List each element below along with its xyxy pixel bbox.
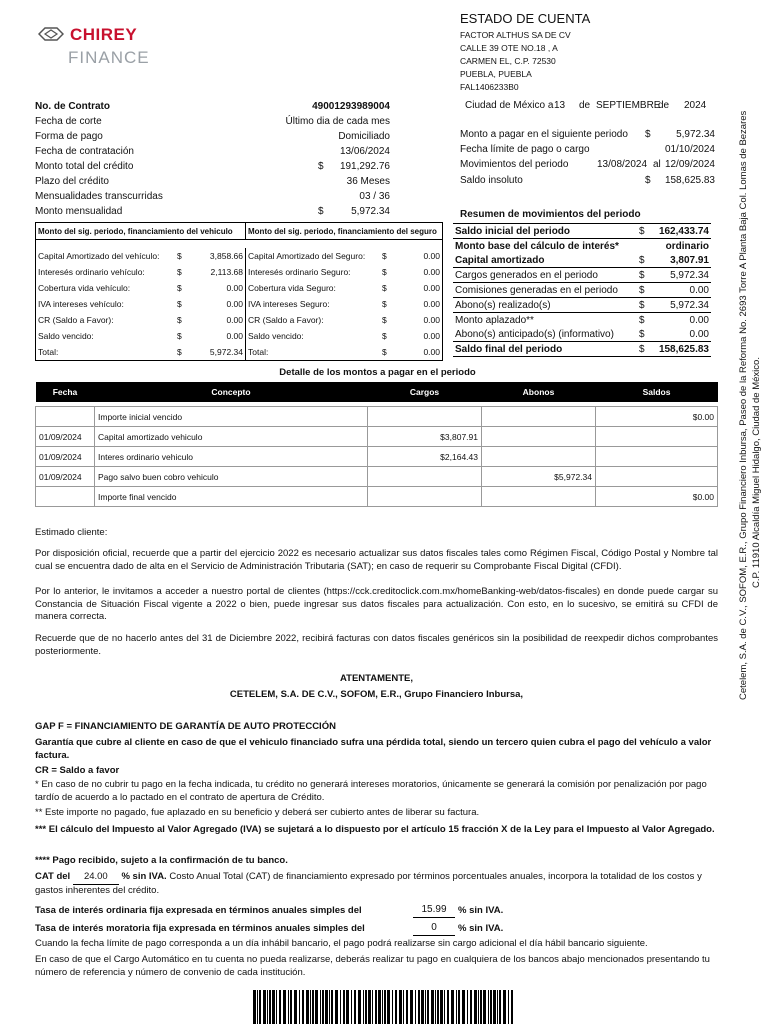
contract-value: 13/06/2024 — [339, 146, 390, 157]
table-row — [36, 487, 718, 507]
currency-sign: $ — [318, 206, 324, 217]
detail-balance: $0.00 — [596, 487, 718, 507]
vehicle-value: 3,858.66 — [191, 248, 246, 264]
currency-sign: $ — [639, 328, 645, 340]
grid-row — [36, 312, 443, 328]
currency-sign: $ — [177, 315, 182, 325]
payment-value: 01/10/2024 — [664, 144, 715, 155]
summary-value: 0.00 — [689, 284, 709, 296]
insurance-value: 0.00 — [423, 251, 440, 261]
date-de: de — [579, 100, 591, 111]
greeting: Estimado cliente: — [35, 527, 108, 538]
detail-date: 01/09/2024 — [36, 467, 95, 487]
vehicle-value: 0.00 — [191, 280, 246, 296]
summary-label: Abono(s) anticipado(s) (informativo) — [455, 328, 614, 340]
footnote: En caso de que el Cargo Automático en tu cuenta no pueda realizarse, deberás realizar tu pago en cualquiera de los bancos abajo mencionados presentando tu número de referencia y número de convenio de cada institución. — [35, 954, 710, 978]
footnote: *** El cálculo del Impuesto al Valor Agregado (IVA) se sujetará a lo dispuesto por el artículo 15 fracción X de la Ley para el Impuesto al Valor Agregado. — [35, 824, 715, 835]
detail-balance — [596, 447, 718, 467]
closing: ATENTAMENTE, — [339, 673, 413, 684]
summary-label: Monto aplazado** — [455, 314, 534, 326]
payment-label: Monto a pagar en el siguiente periodo — [460, 129, 628, 140]
contract-label: Plazo del crédito — [35, 176, 109, 187]
tasa-mor-value: 0 — [413, 921, 455, 936]
currency-sign: $ — [177, 347, 182, 357]
cat-value: 24.00 — [73, 871, 119, 885]
footnote: **** Pago recibido, sujeto a la confirmación de tu banco. — [35, 855, 288, 866]
detail-header: Fecha — [36, 382, 95, 402]
payment-label: Fecha límite de pago o cargo — [460, 144, 590, 155]
detail-credit — [482, 407, 596, 427]
insurance-label: Saldo vencido: — [248, 331, 304, 341]
summary-title: Resumen de movimientos del periodo — [460, 209, 641, 220]
detail-concept: Importe final vencido — [95, 487, 368, 507]
vehicle-insurance-table — [35, 222, 443, 361]
footnote: * En caso de no cubrir tu pago en la fecha indicada, tu crédito no generará intereses moratorios, únicamente se generará la comisión por penalización por pago tardío de acuerdo a lo pactado en el contrato de apertura de Crédito. — [35, 779, 707, 803]
table-row — [36, 427, 718, 447]
insurance-label: Cobertura vida Seguro: — [248, 283, 336, 293]
contract-label: Monto mensualidad — [35, 206, 123, 217]
sidebar-line: C.P. 11910 Alcaldía Miguel Hidalgo, Ciudad de México. — [751, 357, 762, 588]
detail-credit — [482, 487, 596, 507]
contract-label: Mensualidades transcurridas — [35, 191, 163, 202]
currency-sign: $ — [382, 299, 387, 309]
tasa-mor-suffix: % sin IVA. — [458, 923, 504, 934]
currency-sign: $ — [177, 251, 182, 261]
footnote: ** Este importe no pagado, fue aplazado en su beneficio y deberá ser cubierto antes de liberar su factura. — [35, 807, 480, 818]
period-from: 13/08/2024 — [597, 159, 648, 170]
grid-row — [36, 328, 443, 344]
cr-note: CR = Saldo a favor — [35, 765, 120, 776]
paragraph: Por lo anterior, le invitamos a acceder a nuestro portal de clientes (https://cck.creditoclick.com.mx/homeBanking-web/datos-fiscales) en donde puede cargar su Constancia de Situación Fiscal vigente a 2022 o bien, puede ingresar sus datos fiscales para actualización. Con esto, en lo sucesivo, se emitirá su CFDI de manera correcta. — [35, 586, 718, 622]
sidebar-address — [737, 110, 762, 720]
currency-sign: $ — [382, 347, 387, 357]
detail-header: Cargos — [368, 382, 482, 402]
currency-sign: $ — [639, 314, 645, 326]
table-row — [36, 447, 718, 467]
contract-value: 191,292.76 — [339, 161, 390, 172]
contract-value: Último dia de cada mes — [285, 116, 390, 127]
currency-sign: $ — [177, 299, 182, 309]
date-city-label: Ciudad de México a — [465, 100, 554, 111]
detail-charge — [368, 487, 482, 507]
summary-label: Capital amortizado — [455, 254, 545, 266]
vehicle-value: 2,113.68 — [191, 264, 246, 280]
paragraph: Por disposición oficial, recuerde que a partir del ejercicio 2022 es necesario actualizar sus datos fiscales tales como Régimen Fiscal, Código Postal y Nombre tal cual se encuentra dado de alta en el Servicio de Administración Tributaria (SAT); en caso de requerir su Comprobante Fiscal Digital (CFDI). — [35, 548, 718, 572]
brand-sub: FINANCE — [68, 48, 150, 67]
grid-row — [36, 264, 443, 280]
currency-sign: $ — [639, 299, 645, 311]
detail-date: 01/09/2024 — [36, 447, 95, 467]
detail-title: Detalle de los montos a pagar en el periodo — [279, 367, 476, 378]
insurance-value: 0.00 — [423, 299, 440, 309]
summary-label: Saldo final del periodo — [455, 343, 563, 355]
date-day: 13 — [554, 100, 566, 111]
currency-sign: $ — [382, 251, 387, 261]
vehicle-header: Monto del sig. periodo, financiamiento del vehiculo — [36, 223, 246, 240]
detail-concept: Pago salvo buen cobro vehiculo — [95, 467, 368, 487]
period-to: 12/09/2024 — [664, 159, 715, 170]
tasa-ord-label: Tasa de interés ordinaria fija expresada en términos anuales simples del — [35, 905, 362, 916]
vehicle-label: Capital Amortizado del vehículo: — [38, 251, 160, 261]
cat-label: CAT del — [35, 871, 71, 882]
date-de: de — [658, 100, 670, 111]
currency-sign: $ — [382, 315, 387, 325]
insurance-label: Total: — [248, 347, 269, 357]
header-line: PUEBLA, PUEBLA — [460, 69, 532, 79]
vehicle-total: 5,972.34 — [191, 344, 246, 361]
summary-value: 158,625.83 — [658, 343, 709, 355]
detail-balance: $0.00 — [596, 407, 718, 427]
header-line: FACTOR ALTHUS SA DE CV — [460, 30, 571, 40]
tasa-ord-suffix: % sin IVA. — [458, 905, 504, 916]
currency-sign: $ — [639, 284, 645, 296]
grid-row — [36, 296, 443, 312]
payment-label: Movimientos del periodo — [460, 159, 569, 170]
paragraph: Recuerde que de no hacerlo antes del 31 de Diciembre 2022, recibirá facturas con datos fiscales genéricos sin la posibilidad de reexpedir dichos comprobantes posteriormente. — [35, 633, 718, 657]
detail-header: Concepto — [95, 382, 368, 402]
cat-row — [35, 871, 718, 897]
currency-sign: $ — [645, 175, 651, 186]
contract-value: 36 Meses — [346, 176, 390, 187]
insurance-value: 0.00 — [423, 315, 440, 325]
currency-sign: $ — [177, 267, 182, 277]
table-row — [36, 407, 718, 427]
gap-title: GAP F = FINANCIAMIENTO DE GARANTÍA DE AUTO PROTECCIÓN — [35, 721, 336, 732]
insurance-label: CR (Saldo a Favor): — [248, 315, 324, 325]
detail-concept: Capital amortizado vehiculo — [95, 427, 368, 447]
vehicle-label: CR (Saldo a Favor): — [38, 315, 114, 325]
summary-value: 0.00 — [689, 314, 709, 326]
sidebar-line: Cetelem, S.A. de C.V., SOFOM, E.R., Grupo Financiero Inbursa, Paseo de la Reforma No. 2693 Torre A Planta Baja Col. Lomas de Bezares — [738, 110, 749, 700]
detail-credit — [482, 447, 596, 467]
table-row — [36, 467, 718, 487]
statement-title: ESTADO DE CUENTA — [460, 11, 591, 26]
vehicle-label: Saldo vencido: — [38, 331, 94, 341]
payment-value: 5,972.34 — [676, 129, 715, 140]
contract-label: Monto total del crédito — [35, 161, 134, 172]
contract-value: 03 / 36 — [359, 191, 390, 202]
detail-concept: Interes ordinario vehiculo — [95, 447, 368, 467]
vehicle-label: Cobertura vida vehículo: — [38, 283, 131, 293]
vehicle-value: 0.00 — [191, 312, 246, 328]
header-line: FAL1406233B0 — [460, 82, 519, 92]
currency-sign: $ — [639, 343, 645, 355]
grid-total-row — [36, 344, 443, 361]
tasa-ord-value: 15.99 — [413, 903, 455, 918]
summary-value: 3,807.91 — [670, 254, 709, 266]
detail-date — [36, 487, 95, 507]
cat-description: Costo Anual Total (CAT) de financiamiento expresado por términos porcentuales anuales, incorpora la totalidad de los costos y gastos inherentes del crédito. — [35, 871, 702, 896]
currency-sign: $ — [382, 267, 387, 277]
currency-sign: $ — [318, 161, 324, 172]
insurance-label: Capital Amortizado del Seguro: — [248, 251, 366, 261]
detail-charge — [368, 407, 482, 427]
brand-name: CHIREY — [70, 25, 138, 44]
summary-label: Monto base del cálculo de interés* — [455, 240, 619, 252]
contract-label: Forma de pago — [35, 131, 103, 142]
detail-balance — [596, 467, 718, 487]
payment-label: Saldo insoluto — [460, 175, 523, 186]
summary-label: Cargos generados en el periodo — [455, 269, 598, 281]
currency-sign: $ — [382, 331, 387, 341]
summary-value: ordinario — [665, 240, 709, 252]
contract-label: Fecha de contratación — [35, 146, 134, 157]
vehicle-value: 0.00 — [191, 328, 246, 344]
barcode-icon — [253, 990, 515, 1024]
summary-label: Abono(s) realizado(s) — [455, 299, 551, 311]
insurance-total: 0.00 — [423, 347, 440, 357]
vehicle-label: Interesés ordinario vehículo: — [38, 267, 145, 277]
contract-label: No. de Contrato — [35, 101, 110, 112]
header-line: CARMEN EL, C.P. 72530 — [460, 56, 556, 66]
contract-value: Domiciliado — [338, 131, 390, 142]
summary-value: 5,972.34 — [670, 299, 709, 311]
detail-date — [36, 407, 95, 427]
contract-value: 5,972.34 — [351, 206, 390, 217]
payment-value: 158,625.83 — [664, 175, 715, 186]
detail-concept: Importe inicial vencido — [95, 407, 368, 427]
detail-charge: $2,164.43 — [368, 447, 482, 467]
contract-number: 49001293989004 — [312, 101, 390, 112]
cat-suffix: % sin IVA. — [121, 871, 167, 882]
currency-sign: $ — [639, 269, 645, 281]
contract-label: Fecha de corte — [35, 116, 102, 127]
detail-table — [35, 382, 718, 507]
grid-row — [36, 280, 443, 296]
insurance-value: 0.00 — [423, 267, 440, 277]
insurance-value: 0.00 — [423, 283, 440, 293]
summary-label: Saldo inicial del periodo — [455, 225, 571, 237]
date-year: 2024 — [684, 100, 707, 111]
detail-charge — [368, 467, 482, 487]
period-al: al — [653, 159, 661, 170]
summary-value: 162,433.74 — [658, 225, 709, 237]
detail-date: 01/09/2024 — [36, 427, 95, 447]
insurance-header: Monto del sig. periodo, financiamiento del seguro — [248, 226, 437, 236]
detail-header: Saldos — [596, 382, 718, 402]
currency-sign: $ — [645, 129, 651, 140]
vehicle-label: IVA intereses vehículo: — [38, 299, 124, 309]
currency-sign: $ — [639, 254, 645, 266]
insurance-label: Interesés ordinario Seguro: — [248, 267, 351, 277]
footnote: Cuando la fecha límite de pago corresponda a un día inhábil bancario, el pago podrá realizarse sin cargo adicional el día hábil bancario siguiente. — [35, 938, 648, 949]
summary-table — [453, 223, 711, 357]
summary-value: 0.00 — [689, 328, 709, 340]
detail-credit — [482, 427, 596, 447]
detail-charge: $3,807.91 — [368, 427, 482, 447]
vehicle-label: Total: — [38, 347, 59, 357]
insurance-value: 0.00 — [423, 331, 440, 341]
currency-sign — [637, 239, 655, 254]
header-line: CALLE 39 OTE NO.18 , A — [460, 43, 558, 53]
signature: CETELEM, S.A. DE C.V., SOFOM, E.R., Grupo Financiero Inbursa, — [229, 689, 524, 700]
gap-description: Garantía que cubre al cliente en caso de que el vehiculo financiado sufra una pérdida total, siendo un tercero quien cubra el pago del vehículo a valor factura. — [35, 737, 712, 761]
summary-value: 5,972.34 — [670, 269, 709, 281]
currency-sign: $ — [382, 283, 387, 293]
grid-row — [36, 248, 443, 264]
detail-balance — [596, 427, 718, 447]
date-month: SEPTIEMBRE — [596, 100, 661, 111]
vehicle-value: 0.00 — [191, 296, 246, 312]
currency-sign: $ — [639, 225, 645, 237]
currency-sign: $ — [177, 283, 182, 293]
tasa-mor-label: Tasa de interés moratoria fija expresada en términos anuales simples del — [35, 923, 365, 934]
currency-sign: $ — [177, 331, 182, 341]
detail-header: Abonos — [482, 382, 596, 402]
detail-credit: $5,972.34 — [482, 467, 596, 487]
summary-label: Comisiones generadas en el periodo — [455, 284, 618, 296]
chirey-logo-icon — [38, 27, 64, 41]
insurance-label: IVA intereses Seguro: — [248, 299, 330, 309]
